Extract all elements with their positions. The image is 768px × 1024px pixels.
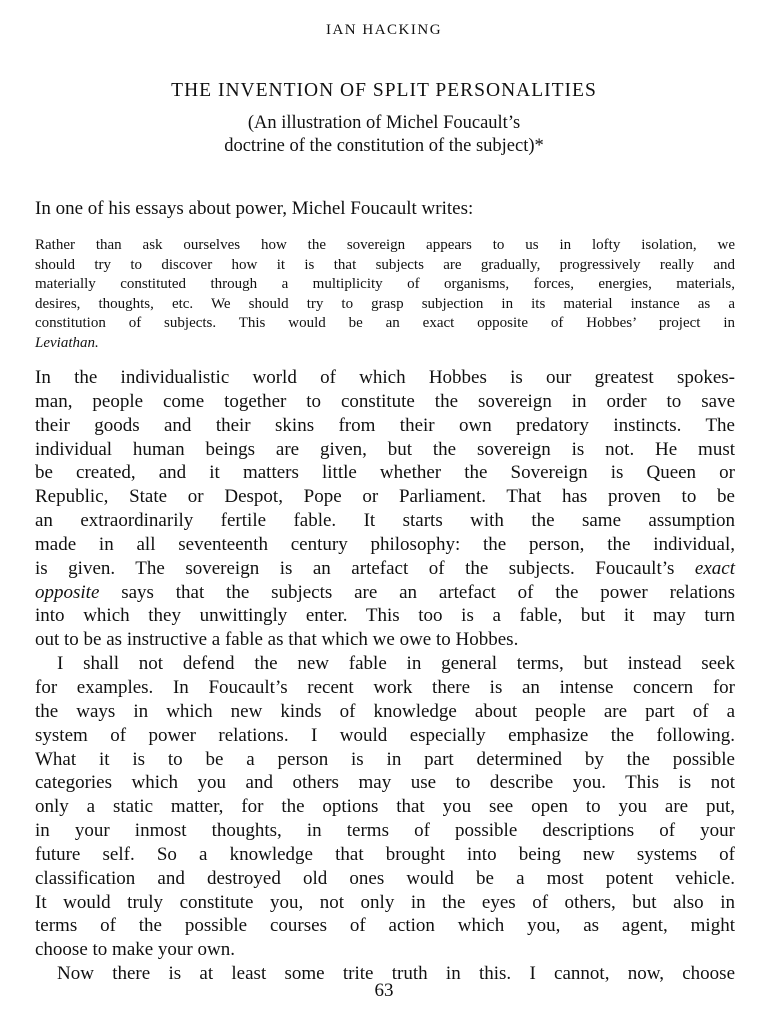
body-line: opposite says that the subjects are an artefact of the power relations — [35, 581, 735, 603]
body-line: an extraordinarily fertile fable. It starts with the same assumption — [35, 510, 735, 532]
subtitle-line: (An illustration of Michel Foucault’s — [247, 113, 521, 133]
body-line: In the individualistic world of which Hobbes is our greatest spokes- — [35, 367, 735, 388]
body-line: out to be as instructive a fable as that which we owe to Hobbes. — [35, 629, 519, 651]
body-text — [35, 366, 735, 986]
body-line: only a static matter, for the options that you see open to you are put, — [35, 796, 735, 818]
emphasis: exact — [694, 557, 735, 579]
body-line: their goods and their skins from their own predatory instincts. The — [35, 414, 735, 436]
intro-sentence: In one of his essays about power, Michel Foucault writes: — [35, 198, 474, 219]
subtitle-line: doctrine of the constitution of the subject)* — [224, 136, 544, 156]
quote-line — [35, 334, 735, 354]
quote-line: should try to discover how it is that subjects are gradually, progressively really and — [35, 256, 735, 273]
block-quote — [35, 236, 735, 354]
quote-line: constitution of subjects. This would be an exact opposite of Hobbes’ project in — [35, 315, 735, 332]
quote-line: materially constituted through a multiplicity of organisms, forces, energies, materials, — [35, 276, 735, 293]
body-line: classification and destroyed old ones would be a most potent vehicle. — [35, 867, 735, 889]
body-line: future self. So a knowledge that brought into being new systems of — [35, 843, 735, 865]
body-line: in your inmost thoughts, in terms of possible descriptions of your — [35, 820, 735, 842]
body-line: into which they unwittingly enter. This too is a fable, but it may turn — [35, 605, 735, 627]
quote-line: Rather than ask ourselves how the sovereign appears to us in lofty isolation, we — [35, 237, 735, 253]
running-head: IAN HACKING — [325, 22, 443, 38]
body-line: for examples. In Foucault’s recent work there is an intense concern for — [35, 676, 735, 698]
body-line: I shall not defend the new fable in general terms, but instead seek — [57, 653, 735, 675]
body-line: system of power relations. I would especially emphasize the following. — [35, 724, 735, 746]
body-line: What it is to be a person is in part determined by the possible — [35, 748, 735, 770]
body-line: It would truly constitute you, not only in the eyes of others, but also in — [35, 891, 735, 913]
emphasis: opposite — [35, 581, 100, 603]
body-line: the ways in which new kinds of knowledge about people are part of a — [35, 700, 735, 722]
book-title-leviathan: Leviathan. — [35, 334, 99, 351]
quote-line: desires, thoughts, etc. We should try to grasp subjection in its material instance as a — [35, 295, 735, 312]
body-line: Republic, State or Despot, Pope or Parliament. That has proven to be — [35, 486, 735, 508]
body-line: made in all seventeenth century philosophy: the person, the individual, — [35, 533, 735, 555]
body-line: choose to make your own. — [35, 939, 235, 961]
body-line: be created, and it matters little whether the Sovereign is Queen or — [35, 462, 735, 484]
body-line: is given. The sovereign is an artefact of the subjects. Foucault’s exact — [35, 557, 735, 579]
body-line: categories which you and others may use to describe you. This is not — [35, 772, 735, 794]
page-number: 63 — [374, 980, 394, 1001]
body-line: individual human beings are given, but the sovereign is not. He must — [35, 438, 735, 460]
body-line: man, people come together to constitute the sovereign in order to save — [35, 390, 735, 412]
article-title: THE INVENTION OF SPLIT PERSONALITIES — [171, 80, 597, 101]
body-line: terms of the possible courses of action which you, as agent, might — [35, 915, 735, 937]
article-subtitle — [0, 112, 768, 158]
body-line: Now there is at least some trite truth in this. I cannot, now, choose — [57, 963, 735, 985]
